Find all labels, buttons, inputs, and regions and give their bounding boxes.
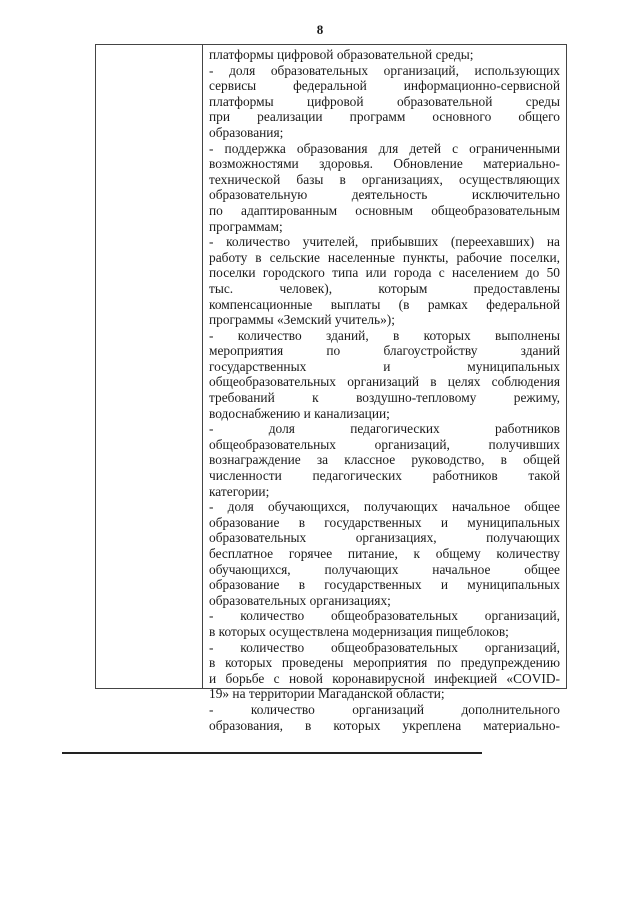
document-table (95, 44, 567, 733)
page-number: 8 (316, 22, 324, 37)
text-line: - количество зданий, в которых выполнены (209, 327, 560, 343)
text-line: вознаграждение за классное руководство, в общей (209, 452, 560, 468)
text-line: программам; (209, 218, 283, 234)
text-line: образования; (209, 124, 284, 140)
text-line: и борьбе с новой коронавирусной инфекцией «COVID- (209, 670, 560, 686)
text-line: по адаптированным основным общеобразовательным (209, 202, 560, 218)
text-line: общеобразовательных организаций в целях соблюдения (209, 374, 560, 390)
text-line: - количество учителей, прибывших (переехавших) на (209, 234, 560, 250)
text-line: образовательных организациях, получающих (209, 530, 560, 546)
text-line: 19» на территории Магаданской области; (209, 686, 445, 702)
text-line: - количество общеобразовательных организаций, (209, 608, 560, 624)
text-line: образование в государственных и муниципальных (209, 577, 560, 593)
text-line: категории; (209, 483, 270, 499)
text-line: - поддержка образования для детей с ограниченными (209, 140, 560, 156)
text-line: требований к воздушно-тепловому режиму, (209, 390, 560, 406)
text-line: водоснабжению и канализации; (209, 405, 390, 421)
text-line: при реализации программ основного общего (209, 109, 560, 125)
text-line: государственных и муниципальных (209, 358, 560, 374)
text-line: технической базы в организациях, осуществляющих (209, 171, 560, 187)
table-left-column (96, 45, 203, 688)
text-line: - количество организаций дополнительного (209, 701, 560, 717)
text-line: - количество общеобразовательных организаций, (209, 639, 560, 655)
text-line: - доля обучающихся, получающих начальное общее (209, 499, 560, 515)
text-line: мероприятия по благоустройству зданий (209, 343, 560, 359)
text-line: численности педагогических работников такой (209, 468, 560, 484)
text-line: работу в сельские населенные пункты, рабочие поселки, (209, 249, 560, 265)
text-line: образовательных организациях; (209, 592, 391, 608)
table-right-column (203, 45, 566, 733)
text-line: бесплатное горячее питание, к общему количеству (209, 546, 560, 561)
text-line: образовательную деятельность исключительно (209, 187, 560, 203)
text-line: образование в государственных и муниципальных (209, 514, 560, 530)
text-line: в которых проведены мероприятия по предупреждению (209, 655, 560, 671)
text-line: сервисы федеральной информационно-сервисной (209, 78, 560, 94)
text-line: в которых осуществлена модернизация пищеблоков; (209, 623, 509, 639)
text-line: компенсационные выплаты (в рамках федеральной (209, 296, 560, 312)
text-line: образования, в которых укреплена материально- (209, 717, 560, 733)
text-line: возможностями здоровья. Обновление материально- (209, 156, 560, 172)
footer-divider (62, 752, 482, 754)
text-line: платформы цифровой образовательной среды (209, 93, 560, 109)
text-line: - доля образовательных организаций, использующих (209, 62, 560, 78)
text-line: тыс. человек), которым предоставлены (209, 280, 560, 296)
text-line: общеобразовательных организаций, получивших (209, 436, 560, 452)
text-line: обучающихся, получающих начальное общее (209, 561, 560, 577)
text-line: - доля педагогических работников (209, 421, 560, 437)
text-line: поселки городского типа или города с населением до 50 (209, 265, 560, 281)
text-line: платформы цифровой образовательной среды; (209, 47, 474, 62)
text-line: программы «Земский учитель»); (209, 312, 395, 328)
